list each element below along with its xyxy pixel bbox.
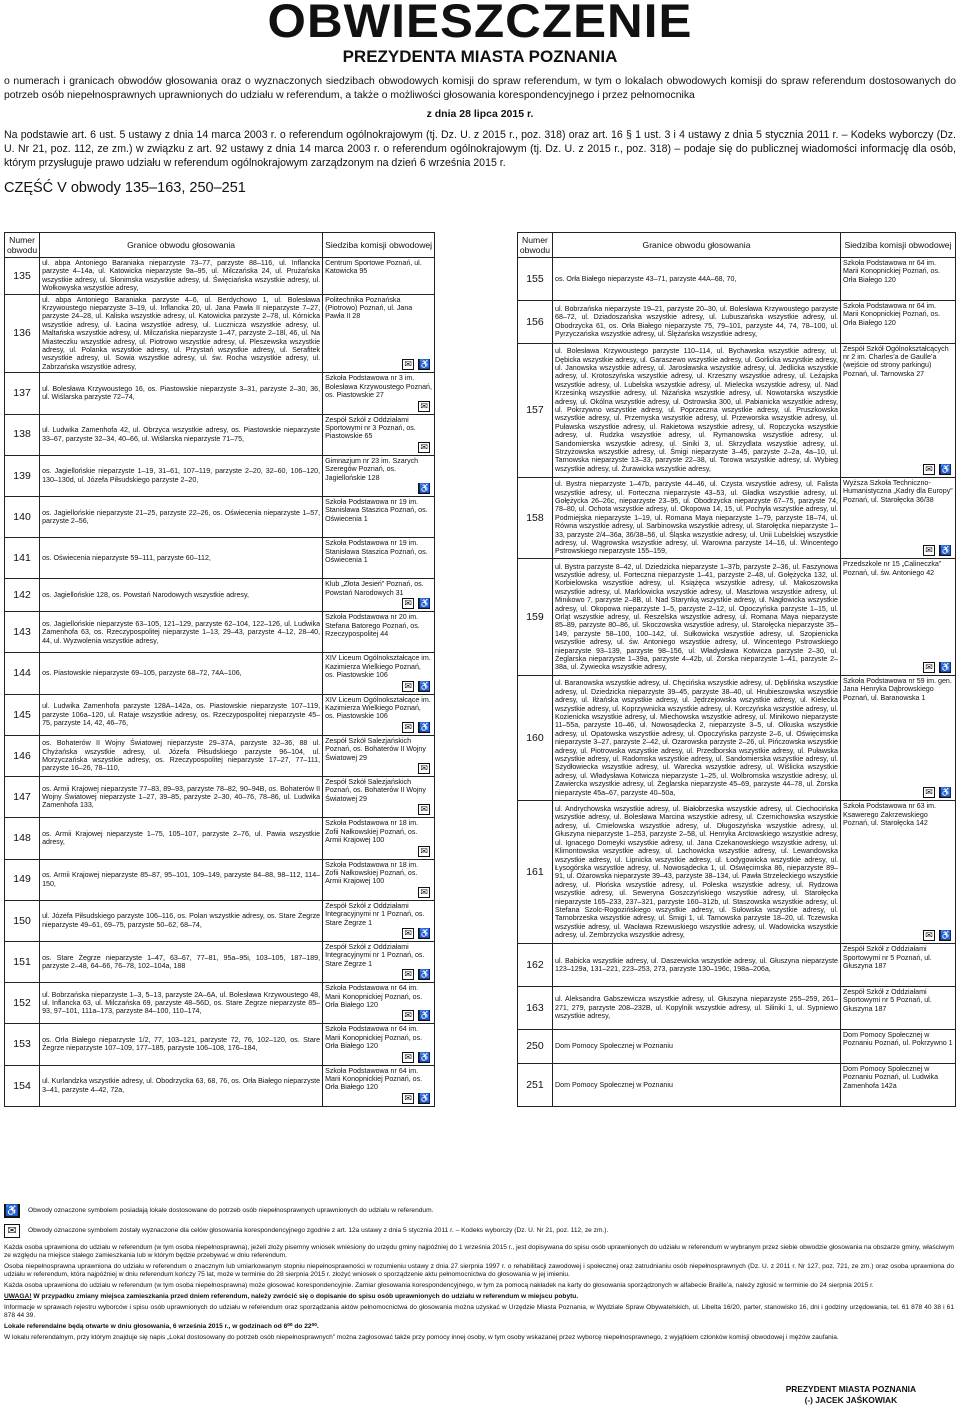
- commission-seat-text: Szkoła Podstawowa nr 18 im. Zofii Nałkowskiej Poznań, os. Armii Krajowej 100: [325, 819, 419, 845]
- commission-seat-text: Szkoła Podstawowa nr 20 im. Stefana Batorego Poznań, os. Rzeczypospolitej 44: [325, 613, 420, 638]
- wheelchair-icon: ♿: [419, 680, 431, 691]
- district-boundaries: os. Oświecenia nieparzyste 59–111, parzyste 60–112,: [40, 538, 323, 579]
- seat-icons: [402, 969, 430, 980]
- commission-seat: [323, 414, 435, 455]
- announcement-date: z dnia 28 lipca 2015 r.: [426, 108, 534, 120]
- legal-basis: Na podstawie art. 6 ust. 5 ustawy z dnia 14 marca 2003 r. o referendum ogólnokrajowym (tj. Dz. U. z 2015 r., poz. 318) oraz art. 16 § 1 ust. 3 i 4 ustawy z dnia 5 stycznia 2011 r. – Kodeks wyborczy (Dz. U. Nr 21, poz. 112, ze zm.) w związku z art. 92 ustawy z dnia 14 marca 2003 r. o referendum ogólnokrajowym (tj. Dz. U. z 2015 r., poz. 318) – podaje się do publicznej wiadomości informację dla osób, którym przysługuje prawo udziału w referendum ogólnokrajowym zarządzonym na dzień 6 września 2015 r.: [4, 129, 956, 169]
- table-row: [5, 735, 435, 776]
- table-row: [5, 983, 435, 1024]
- table-row: [517, 343, 955, 477]
- commission-seat: [323, 1024, 435, 1065]
- opening-hours: Lokale referendalne będą otwarte w dniu głosowania, 6 września 2015 r., w godzinach od 6⁰⁰ do 22⁰⁰.: [4, 1323, 319, 1330]
- district-number: 138: [5, 414, 40, 455]
- table-row: [517, 987, 955, 1030]
- envelope-icon: ✉: [418, 401, 430, 412]
- commission-seat: [841, 1063, 956, 1106]
- table-row: [5, 1024, 435, 1065]
- warning-text: W przypadku zmiany miejsca zamieszkania przed dniem referendum, należy zwrócić się o dopisanie do spisu osób uprawnionych do udziału w referendum w miejscu pobytu.: [33, 1293, 579, 1300]
- table-header-row: [517, 233, 955, 258]
- commission-seat-text: Szkoła Podstawowa nr 19 im. Stanisława Staszica Poznań, os. Oświecenia 1: [325, 497, 428, 523]
- commission-seat-text: Przedszkole nr 15 „Calineczka” Poznań, ul. św. Antoniego 42: [843, 560, 942, 577]
- table-row: [5, 538, 435, 579]
- commission-seat: [323, 1065, 435, 1106]
- table-row: [5, 294, 435, 373]
- commission-seat-text: Zespół Szkół z Oddziałami Sportowymi nr 5 Poznań, ul. Głuszyna 187: [843, 988, 932, 1013]
- envelope-icon: ✉: [418, 804, 430, 815]
- district-number: 154: [5, 1065, 40, 1106]
- district-number: 144: [5, 653, 40, 694]
- header-seat: Siedziba komisji obwodowej: [841, 233, 956, 258]
- seat-icons: [402, 1093, 430, 1104]
- table-row: [5, 414, 435, 455]
- district-number: 146: [5, 735, 40, 776]
- commission-seat: [323, 258, 435, 295]
- envelope-icon: ✉: [402, 722, 414, 733]
- district-number: 143: [5, 612, 40, 653]
- seat-icons: [923, 787, 951, 798]
- district-boundaries: os. Jagiellońskie nieparzyste 21–25, parzyste 22–26, os. Oświecenia nieparzyste 1–57, parzyste 2–56,: [40, 496, 323, 537]
- table-row: [5, 818, 435, 859]
- envelope-icon: ✉: [402, 969, 414, 980]
- commission-seat: [323, 735, 435, 776]
- table-row: [5, 579, 435, 612]
- district-number: 157: [517, 343, 552, 477]
- district-boundaries: ul. Bystra parzyste 8–42, ul. Dziedzicka nieparzyste 1–37b, parzyste 2–36, ul. Faszynowa wszystkie adresy, ul. Forteczna nieparzyste 1–41, parzyste 2–48, ul. Gołężycka 132, ul. Korbielowska wszystkie adresy, ul. Książęca wszystkie adresy, ul. Makoszowska wszystkie adresy, ul. Marklowicka wszystkie adresy, ul. Masztowa wszystkie adresy, ul. Minikowo 7, parzyste 2–8B, ul. Nad Starynką wszystkie adresy, ul. Nagłowicka wszystkie adresy, ul. Okopowa nieparzyste 1–5, parzyste 2–12, ul. Opoczyńska parzyste 1–15, ul. Orląt wszystkie adresy, ul. Reszelska wszystkie adresy, ul. Romana Maya nieparzyste 85–89, parzyste 80–86, ul. Skoczowska wszystkie adresy, ul. Starołęcka nieparzyste 35–149, parzyste 58–100, 100–142, ul. Sułkowicka wszystkie adresy, ul. Szopienicka wszystkie adresy, ul. św. Antoniego wszystkie adresy, ul. Wincentego Pstrowskiego nieparzyste 93–139, parzyste 98–156, ul. Władysława Kotwicza parzyste 2–30, ul. Żeglarska nieparzyste 1–39a, parzyste 4–42b, ul. Żorska nieparzyste 1–41, parzyste 2–38a, ul. Żywiecka wszystkie adresy,: [553, 559, 841, 676]
- district-number: 147: [5, 777, 40, 818]
- district-number: 159: [517, 559, 552, 676]
- commission-seat: [323, 373, 435, 414]
- commission-seat-text: Dom Pomocy Społecznej w Poznaniu Poznań, ul. Ludwika Zamenhofa 142a: [843, 1064, 939, 1090]
- district-boundaries: ul. Ludwika Zamenhofa parzyste 128A–142a, os. Piastowskie nieparzyste 107–119, parzyste 106a–120, ul. Rataje wszystkie adresy, os. Rzeczypospolitej nieparzyste 45–75, parzyste 14, 42, 46–76,: [40, 694, 323, 735]
- district-boundaries: ul. Kurlandzka wszystkie adresy, ul. Obodrzycka 63, 68, 76, os. Orła Białego nieparzyste 3–41, parzyste 4–42, 72a,: [40, 1065, 323, 1106]
- district-boundaries: ul. abpa Antoniego Baraniaka parzyste 4–6, ul. Berdychowo 1, ul. Bolesława Krzywoustego nieparzyste 3–19, ul. Inflancka 20, ul. Jana Pawła II nieparzyste 7–27, parzyste 24–28, ul. Kaliska wszystkie adresy, ul. Katowicka parzyste 2–78, ul. Kórnicka wszystkie adresy, ul. Łacina wszystkie adresy, ul. Lucznicza wszystkie adresy, ul. Maltańska wszystkie adresy, ul. Milczańska nieparzyste 1–47, parzyste 2–18l, 46, ul. Na Miasteczku wszystkie adresy, ul. Piotrowo wszystkie adresy, ul. Pleszewska wszystkie adresy, ul. Polanka wszystkie adresy, ul. Przystań wszystkie adresy, ul. Serafitek wszystkie adresy, ul. Sowia wszystkie adresy, ul. św. Rocha wszystkie adresy, ul. Zabrzańska wszystkie adresy,: [40, 294, 323, 373]
- commission-seat: [841, 944, 956, 987]
- table-row: [5, 859, 435, 900]
- table-row: [5, 694, 435, 735]
- district-boundaries: os. Orła Białego nieparzyste 43–71, parzyste 44A–68, 70,: [553, 258, 841, 301]
- commission-seat-text: Dom Pomocy Społecznej w Poznaniu Poznań, ul. Pokrzywno 1: [843, 1030, 953, 1048]
- intro-text: o numerach i granicach obwodów głosowania oraz o wyznaczonych siedzibach obwodowych komisji do spraw referendum, w tym o lokalach obwodowych komisji do spraw referendum dostosowanych do potrzeb osób niepełnosprawnych uprawnionych do udziału w referendum, a także o możliwości głosowania korespondencyjnego i przez pełnomocnika: [4, 76, 956, 101]
- wheelchair-icon: ♿: [940, 787, 952, 798]
- legend-mail: [4, 1224, 954, 1238]
- envelope-icon: ✉: [402, 681, 414, 692]
- district-number: 161: [517, 801, 552, 944]
- districts-table-left: [4, 232, 435, 1107]
- seat-icons: [418, 401, 430, 412]
- envelope-icon: ✉: [4, 1224, 20, 1238]
- district-boundaries: ul. abpa Antoniego Baraniaka nieparzyste 73–77, parzyste 88–116, ul. Inflancka parzyste 4–14a, ul. Katowicka nieparzyste 9a–95, ul. Milczańska 24, ul. Prużańska wszystkie adresy, ul. Słonimska wszystkie adresy, ul. Święciańska wszystkie adresy, ul. Wołkowyska wszystkie adresy,: [40, 258, 323, 295]
- district-boundaries: os. Orła Białego nieparzyste 1/2, 77, 103–121, parzyste 72, 76, 102–120, os. Stare Żegrze nieparzyste 107–109, 177–185, parzyste 106–108, 176–184,: [40, 1024, 323, 1065]
- district-number: 140: [5, 496, 40, 537]
- wheelchair-icon: ♿: [940, 463, 952, 474]
- footer-warning: [4, 1293, 954, 1301]
- page-subtitle: PREZYDENTA MIASTA POZNANIA: [342, 47, 618, 66]
- envelope-icon: ✉: [418, 887, 430, 898]
- commission-seat: [841, 676, 956, 801]
- commission-seat-text: Szkoła Podstawowa nr 64 im. Marii Konopnickiej Poznań, os. Orła Białego 120: [843, 259, 940, 284]
- commission-seat: [323, 496, 435, 537]
- envelope-icon: ✉: [923, 787, 935, 798]
- seat-icons: [402, 598, 430, 609]
- table-row: [5, 777, 435, 818]
- table-row: [517, 258, 955, 301]
- commission-seat: [841, 300, 956, 343]
- table-row: [5, 653, 435, 694]
- district-boundaries: os. Armii Krajowej nieparzyste 85–87, 95–101, 109–149, parzyste 84–88, 98–112, 114–150,: [40, 859, 323, 900]
- district-boundaries: ul. Andrychowska wszystkie adresy, ul. Białobrzeska wszystkie adresy, ul. Ciechocińska wszystkie adresy, ul. Bolesława Marcina wszystkie adresy, ul. Czernichowska wszystkie adresy, ul. Cmielowska wszystkie adresy, ul. Długoszyńska wszystkie adresy, ul. Głuszyna nieparzyste 1–253, parzyste 2–58, ul. Henryka Arctowskiego wszystkie adresy, ul. Ignacego Domeyki wszystkie adresy, ul. Jana Czekanowskiego wszystkie adresy, ul. Klimontowska wszystkie adresy, ul. Lachowicka wszystkie adresy, ul. Lewandowska wszystkie adresy, ul. Lipnicka wszystkie adresy, ul. Łodygowicka wszystkie adresy, ul. Łysogórska wszystkie adresy, ul. Nowosądecka 1, ul. Oświęcimska 86, nieparzyste 89–91, ul. Ożarowska nieparzyste 39–43, parzyste 38–134, ul. Pawła Strzeleckiego wszystkie adresy, ul. Płońska wszystkie adresy, ul. Poleska wszystkie adresy, ul. Rydzowa wszystkie adresy, ul. Seweryna Goszczyńskiego wszystkie adresy, ul. Starołęcka nieparzyste 165–233, 237–321, parzyste 160–312b, ul. Staszowska wszystkie adresy, ul. Stefana Szolc-Rogozińskiego wszystkie adresy, ul. Sułowska wszystkie adresy, ul. Tarnobrzeska wszystkie adresy, ul. Śmigi 1, ul. Tarnowska parzyste 18–20, ul. Tczewska wszystkie adresy, ul. Wacława Rzewuskiego wszystkie adresy, ul. Wadowicka wszystkie adresy, ul. Zembrzycka wszystkie adresy,: [553, 801, 841, 944]
- seat-icons: [923, 545, 951, 556]
- commission-seat-text: Wyższa Szkoła Techniczno-Humanistyczna „Kadry dla Europy” Poznań, ul. Starołęcka 36/38: [843, 478, 953, 504]
- seat-icons: [402, 722, 430, 733]
- district-boundaries: os. Armii Krajowej nieparzyste 1–75, 105–107, parzyste 2–76, ul. Pawia wszystkie adresy,: [40, 818, 323, 859]
- commission-seat-text: Szkoła Podstawowa nr 64 im. Marii Konopnickiej Poznań, os. Orła Białego 120: [325, 1025, 423, 1051]
- wheelchair-icon: ♿: [419, 598, 431, 609]
- commission-seat: [841, 258, 956, 301]
- district-number: 149: [5, 859, 40, 900]
- district-number: 135: [5, 258, 40, 295]
- table-row: [517, 944, 955, 987]
- page-title: OBWIESZCZENIE: [267, 0, 693, 47]
- envelope-icon: ✉: [923, 464, 935, 475]
- commission-seat-text: XIV Liceum Ogólnokształcące im. Kazimierza Wielkiego Poznań, os. Piastowskie 106: [325, 695, 431, 721]
- wheelchair-icon: ♿: [419, 1051, 431, 1062]
- commission-seat-text: Zespół Szkół Salezjańskich Poznań, os. Bohaterów II Wojny Światowej 29: [325, 736, 426, 762]
- warning-label: UWAGA!: [4, 1293, 32, 1300]
- header-seat: Siedziba komisji obwodowej: [323, 233, 435, 258]
- table-row: [5, 612, 435, 653]
- district-boundaries: ul. Bobrzańska nieparzyste 19–21, parzyste 20–30, ul. Bolesława Krzywoustego parzyste 68–72, ul. Dziadoszańska wszystkie adresy, ul. Lubuszańska wszystkie adresy, ul. Obodrzycka 61, os. Orła Białego nieparzyste 75, 79–101, parzyste 44, 74, 78–100, ul. Pyrzyczańska wszystkie adresy, ul. Ślężańska wszystkie adresy,: [553, 300, 841, 343]
- wheelchair-icon: ♿: [419, 721, 431, 732]
- commission-seat-text: Szkoła Podstawowa nr 3 im. Bolesława Krzywoustego Poznań, os. Piastowskie 27: [325, 374, 432, 400]
- districts-tables: [4, 232, 956, 1107]
- seat-icons: [402, 1010, 430, 1021]
- commission-seat: [323, 653, 435, 694]
- district-number: 156: [517, 300, 552, 343]
- envelope-icon: ✉: [402, 1052, 414, 1063]
- commission-seat-text: Gimnazjum nr 23 im. Szarych Szeregów Poznań, os. Jagiellońskie 128: [325, 456, 419, 482]
- envelope-icon: ✉: [402, 1093, 414, 1104]
- seat-icons: [402, 928, 430, 939]
- commission-seat: [323, 694, 435, 735]
- district-number: 158: [517, 477, 552, 559]
- seat-icons: [418, 804, 430, 815]
- commission-seat-text: Klub „Złota Jesień” Poznań, os. Powstań Narodowych 31: [325, 580, 424, 597]
- header-area: Granice obwodu głosowania: [553, 233, 841, 258]
- signer-name: (-) JACEK JAŚKOWIAK: [804, 1395, 898, 1405]
- commission-seat-text: Szkoła Podstawowa nr 64 im. Marii Konopnickiej Poznań, os. Orła Białego 120: [325, 1066, 423, 1092]
- district-number: 137: [5, 373, 40, 414]
- footer-paragraph: Każda osoba uprawniona do udziału w referendum (w tym osoba niepełnosprawna) może głosować korespondencyjnie. Zamiar głosowania korespondencyjnego, w tym za pomocą nakładek na karty do głosowania sporządzonych w alfabecie Braille’a, należy zgłosić w terminie do 24 sierpnia 2015 r.: [4, 1282, 874, 1289]
- wheelchair-icon: ♿: [5, 1205, 19, 1217]
- commission-seat-text: Zespół Szkół Salezjańskich Poznań, os. Bohaterów II Wojny Światowej 29: [325, 778, 426, 803]
- commission-seat: [323, 900, 435, 941]
- commission-seat: [323, 294, 435, 373]
- wheelchair-icon: ♿: [419, 1010, 431, 1021]
- commission-seat-text: Szkoła Podstawowa nr 59 im. gen. Jana Henryka Dąbrowskiego Poznań, ul. Baranowska 1: [843, 677, 952, 702]
- table-row: [517, 1029, 955, 1063]
- seat-icons: [418, 442, 430, 453]
- commission-seat-text: Zespół Szkół Ogólnokształcących nr 2 im. Charles’a de Gaulle’a (wejście od strony parkingu) Poznań, ul. Tarnowska 27: [843, 344, 949, 378]
- district-boundaries: os. Stare Żegrze nieparzyste 1–47, 63–67, 77–81, 95a–95i, 103–105, 187–189, parzyste 2–48, 64–66, 76–78, 102–104a, 188: [40, 941, 323, 982]
- table-row: [517, 477, 955, 559]
- seat-icons: [418, 846, 430, 857]
- commission-seat-text: Szkoła Podstawowa nr 63 im. Ksawerego Zakrzewskiego Poznań, ul. Starołęcka 142: [843, 802, 937, 828]
- district-boundaries: ul. Aleksandra Gabszewicza wszystkie adresy, ul. Głuszyna nieparzyste 255–259, 261–271, 279, parzyste 208–232B, ul. Kopylnik wszystkie adresy, ul. Siliniki 1, ul. Sypniewo wszystkie adresy,: [553, 987, 841, 1030]
- commission-seat: [323, 818, 435, 859]
- district-boundaries: os. Armii Krajowej nieparzyste 77–83, 89–93, parzyste 78–82, 90–94B, os. Bohaterów II Wojny Światowej nieparzyste 1–27, 39–85, parzyste 2–30, 40–76, 78–86, ul. Ludwika Zamenhofa 133,: [40, 777, 323, 818]
- district-boundaries: ul. Józefa Piłsudskiego parzyste 106–116, os. Polan wszystkie adresy, os. Stare Żegrze nieparzyste 49–61, 69–75, parzyste 50–62, 68–74,: [40, 900, 323, 941]
- header-area: Granice obwodu głosowania: [40, 233, 323, 258]
- table-row: [5, 455, 435, 496]
- wheelchair-icon: ♿: [419, 969, 431, 980]
- district-number: 151: [5, 941, 40, 982]
- district-boundaries: ul. Bolesława Krzywoustego 16, os. Piastowskie nieparzyste 3–31, parzyste 2–30, 36, ul. Wiślarska parzyste 72–74,: [40, 373, 323, 414]
- commission-seat: [323, 612, 435, 653]
- commission-seat: [841, 987, 956, 1030]
- district-boundaries: os. Bohaterów II Wojny Światowej nieparzyste 29–37A, parzyste 32–36, 88 ul. Chyżańska wszystkie adresy, ul. Józefa Piłsudskiego parzyste 96–104, ul. Morzyczańska wszystkie adresy, os. Rzeczypospolitej nieparzyste 17–27, 77–111, parzyste 16–26, 78–110,: [40, 735, 323, 776]
- legend-accessible-text: Obwody oznaczone symbolem posiadają lokale dostosowane do potrzeb osób niepełnosprawnych uprawnionych do udziału w referendum.: [28, 1207, 434, 1214]
- commission-seat: [323, 983, 435, 1024]
- commission-seat-text: Politechnika Poznańska (Piotrowo) Poznań, ul. Jana Pawła II 28: [325, 295, 413, 321]
- table-row: [517, 676, 955, 801]
- header: [0, 0, 960, 66]
- commission-seat: [323, 777, 435, 818]
- commission-seat-text: Szkoła Podstawowa nr 64 im. Marii Konopnickiej Poznań, os. Orła Białego 120: [325, 984, 423, 1009]
- footer: [4, 1204, 954, 1342]
- signer-title: PREZYDENT MIASTA POZNANIA: [785, 1384, 916, 1394]
- district-boundaries: os. Jagiellońskie nieparzyste 63–105, 121–129, parzyste 62–104, 122–126, ul. Ludwika Zamenhofa 63, os. Rzeczypospolitej nieparzyste 1–13, 29–43, parzyste 4–12, 28–40, 44, ul. Wyzwolenia wszystkie adresy,: [40, 612, 323, 653]
- district-number: 153: [5, 1024, 40, 1065]
- envelope-icon: ✉: [923, 545, 935, 556]
- district-boundaries: ul. Baranowska wszystkie adresy, ul. Chęcińska wszystkie adresy, ul. Dęblińska wszystkie adresy, ul. Dziedzicka nieparzyste 39–45, parzyste 38–40, ul. Hrubieszowska wszystkie adresy, ul. Iłżańska wszystkie adresy, ul. Jędrzejowska wszystkie adresy, ul. Kielecka wszystkie adresy, ul. Koprzywnicka wszystkie adresy, ul. Korczyńska wszystkie adresy, ul. Kozienicka wszystkie adresy, ul. Miechowska wszystkie adresy, ul. Minikowo nieparzyste 11–55a, parzyste 10–46, ul. Nowosądecka 2, nieparzyste 3–5, ul. Olkuska wszystkie adresy, ul. Opatowska wszystkie adresy, ul. Opoczyńska parzyste 2–6, ul. Oświęcimska nieparzyste 3–27, parzyste 2–42, ul. Ozarowska parzyste 2–26, ul. Pińczowska wszystkie adresy, ul. Piotrowska wszystkie adresy, ul. Przedborska wszystkie adresy, ul. Puławska wszystkie adresy, ul. Radomska wszystkie adresy, ul. Sandomierska wszystkie adresy, ul. Szydłowiecka wszystkie adresy, ul. Warecka wszystkie adresy, ul. Wiślicka wszystkie adresy, ul. Władysława Kotwicza nieparzyste 1–25, ul. Wolbromska wszystkie adresy, ul. Zawiercka wszystkie adresy, ul. Żeglarska nieparzyste 45–69, parzyste 44–78, ul. Żorska nieparzyste 45a–67, parzyste 40–50a,: [553, 676, 841, 801]
- envelope-icon: ✉: [402, 598, 414, 609]
- footer-paragraph: Każda osoba uprawniona do udziału w referendum (w tym osoba niepełnosprawna), jeżeli złoży pisemny wniosek wniesiony do urzędu gminy najpóźniej do 1 września 2015 r., jest dopisywana do spisu osób uprawnionych do udziału w referendum w wybranym przez siebie obwodzie głosowania na obszarze gminy, właściwym ze względu na miejsce stałego zamieszkania lub w którym będzie przebywać w dniu referendum.: [4, 1244, 954, 1259]
- envelope-icon: ✉: [402, 359, 414, 370]
- commission-seat: [323, 579, 435, 612]
- table-row: [5, 900, 435, 941]
- envelope-icon: ✉: [402, 928, 414, 939]
- seat-icons: [923, 464, 951, 475]
- district-number: 162: [517, 944, 552, 987]
- commission-seat: [841, 801, 956, 944]
- seat-icons: [923, 662, 951, 673]
- seat-icons: [418, 483, 430, 494]
- districts-table-right: [517, 232, 956, 1107]
- commission-seat-text: Szkoła Podstawowa nr 18 im. Zofii Nałkowskiej Poznań, os. Armii Krajowej 100: [325, 860, 419, 886]
- table-row: [517, 801, 955, 944]
- district-number: 141: [5, 538, 40, 579]
- district-boundaries: ul. Bobrzańska nieparzyste 1–3, 5–13, parzyste 2A–6A, ul. Bolesława Krzywoustego 48, ul. Inflancka 63, ul. Milczańska 69, parzyste 48–56D, os. Stare Żegrze nieparzyste 85–93, 97–101, 111a–173, parzyste 84–100, 110–174,: [40, 983, 323, 1024]
- wheelchair-icon: ♿: [419, 1092, 431, 1103]
- district-boundaries: os. Jagiellońskie nieparzyste 1–19, 31–61, 107–119, parzyste 2–20, 32–60, 106–120, 130–130d, ul. Józefa Piłsudskiego parzyste 2–20,: [40, 455, 323, 496]
- envelope-icon: ✉: [418, 846, 430, 857]
- envelope-icon: ✉: [923, 930, 935, 941]
- envelope-icon: ✉: [418, 442, 430, 453]
- header-number: Numer obwodu: [517, 233, 552, 258]
- section-heading: CZĘŚĆ V obwody 135–163, 250–251: [4, 180, 246, 196]
- district-number: 163: [517, 987, 552, 1030]
- commission-seat: [841, 477, 956, 559]
- wheelchair-icon: ♿: [940, 662, 952, 673]
- seat-icons: [923, 930, 951, 941]
- district-number: 152: [5, 983, 40, 1024]
- header-number: Numer obwodu: [5, 233, 40, 258]
- commission-seat: [323, 859, 435, 900]
- commission-seat-text: XIV Liceum Ogólnokształcące im. Kazimierza Wielkiego Poznań, os. Piastowskie 106: [325, 654, 431, 680]
- district-number: 148: [5, 818, 40, 859]
- district-number: 160: [517, 676, 552, 801]
- district-number: 136: [5, 294, 40, 373]
- commission-seat-text: Zespół Szkół z Oddziałami Sportowymi nr 5 Poznań, ul. Głuszyna 187: [843, 945, 932, 971]
- district-boundaries: os. Jagiellońskie 128, os. Powstań Narodowych wszystkie adresy,: [40, 579, 323, 612]
- commission-seat: [841, 1029, 956, 1063]
- table-row: [5, 1065, 435, 1106]
- table-row: [5, 941, 435, 982]
- district-number: 250: [517, 1029, 552, 1063]
- legend-accessible: [4, 1204, 954, 1218]
- footer-paragraph: Informacje w sprawach rejestru wyborców i spisu osób uprawnionych do udziału w referendum oraz sporządzania aktów pełnomocnictwa do głosowania można uzyskać w Urzędzie Miasta Poznania, w Wydziale Spraw Obywatelskich, ul. Libelta 16/20, parter, stanowisko 16, dni i godziny urzędowania, tel. 61 878 40 38 i 61 878 44 39.: [4, 1304, 954, 1319]
- commission-seat: [841, 559, 956, 676]
- table-row: [517, 559, 955, 676]
- commission-seat: [323, 455, 435, 496]
- district-boundaries: ul. Bolesława Krzywoustego parzyste 110–114, ul. Bychawska wszystkie adresy, ul. Dębicka wszystkie adresy, ul. Garaszewo wszystkie adresy, ul. Gorlicka wszystkie adresy, ul. Janowska wszystkie adresy, ul. Jarosławska wszystkie adresy, ul. Jedlicka wszystkie adresy, ul. Krotoszyńska wszystkie adresy, ul. Krzeszny wszystkie adresy, ul. Leżajska wszystkie adresy, ul. Lubelska wszystkie adresy, ul. Mielecka wszystkie adresy, ul. Nad Krzesinką wszystkie adresy, ul. Niżańska wszystkie adresy, ul. Nowotarska wszystkie adresy, ul. Okólna wszystkie adresy, ul. Ostrowska 300, ul. Pabianicka wszystkie adresy, ul. Pokrzywno wszystkie adresy, ul. Poprzeczna wszystkie adresy, ul. Pruszkowska wszystkie adresy, ul. Przemyska wszystkie adresy, ul. Przeworska wszystkie adresy, ul. Puławska wszystkie adresy, ul. Rakietowa wszystkie adresy, ul. Ropczycka wszystkie adresy, ul. Rudzka wszystkie adresy, ul. Rymanowska wszystkie adresy, ul. Sandomierska wszystkie adresy, ul. Siniki 3, ul. Skrzydlata wszystkie adresy, ul. Strzyżowska wszystkie adresy, ul. Śmigi nieparzyste 3–45, parzyste 2–2a, 4a–10, ul. Tarnowska nieparzyste 13–33, parzyste 22–38, ul. Torowa wszystkie adresy, ul. Wybieg wszystkie adresy, ul. Żurawicka wszystkie adresy,: [553, 343, 841, 477]
- wheelchair-icon: ♿: [940, 545, 952, 556]
- district-boundaries: ul. Bystra nieparzyste 1–47b, parzyste 44–46, ul. Czysta wszystkie adresy, ul. Falista wszystkie adresy, ul. Forteczna nieparzyste 43–53, ul. Gładka wszystkie adresy, ul. Gołężycka 26–26c, nieparzyste 23–95, ul. Obodrzycka nieparzyste 67–75, parzyste 74, 78–80, ul. Ochota wszystkie adresy, ul. Okopowa 14, 15, ul. Pochyła wszystkie adresy, ul. Podmiejska nieparzyste 1–19, ul. Romana Maya nieparzyste 1–79, parzyste 18–74, ul. Równa wszystkie adresy, ul. Sarbinowska wszystkie adresy, ul. Starołęcka nieparzyste 1–33, parzyste 2/4–36a, 36/38–56, ul. Śląska wszystkie adresy, ul. Unii Lubelskiej wszystkie adresy, ul. Wągrowska wszystkie adresy, ul. Warowna parzyste 14–16, ul. Wincentego Pstrowskiego nieparzyste 155–159,: [553, 477, 841, 559]
- district-boundaries: Dom Pomocy Społecznej w Poznaniu: [553, 1029, 841, 1063]
- district-number: 139: [5, 455, 40, 496]
- wheelchair-icon: ♿: [419, 359, 431, 370]
- signature-block: [786, 1384, 916, 1406]
- district-boundaries: ul. Ludwika Zamenhofa 42, ul. Obrzyca wszystkie adresy, os. Piastowskie nieparzyste 33–67, parzyste 32–34, 40–66, ul. Wiślarska nieparzyste 71–75,: [40, 414, 323, 455]
- district-boundaries: ul. Babicka wszystkie adresy, ul. Daszewicka wszystkie adresy, ul. Głuszyna nieparzyste 123–129a, 131–221, 223–253, 273, parzyste 130–196c, 198a–206a,: [553, 944, 841, 987]
- footer-paragraph: W lokalu referendalnym, przy którym znajduje się napis „Lokal dostosowany do potrzeb osób niepełnosprawnych” można zagłosować także przy pomocy innej osoby, w tym osoby wskazanej przez wyborcę niepełnosprawnego, z wyjątkiem członków komisji obwodowej i mężów zaufania.: [4, 1334, 839, 1341]
- commission-seat-text: Centrum Sportowe Poznań, ul. Katowicka 95: [325, 259, 422, 276]
- seat-icons: [402, 1052, 430, 1063]
- district-number: 155: [517, 258, 552, 301]
- district-boundaries: os. Piastowskie nieparzyste 69–105, parzyste 68–72, 74A–106,: [40, 653, 323, 694]
- district-boundaries: Dom Pomocy Społecznej w Poznaniu: [553, 1063, 841, 1106]
- envelope-icon: ✉: [402, 1010, 414, 1021]
- seat-icons: [418, 887, 430, 898]
- wheelchair-icon: ♿: [940, 930, 952, 941]
- table-row: [517, 300, 955, 343]
- seat-icons: [418, 763, 430, 774]
- table-row: [5, 373, 435, 414]
- footer-paragraph: Osoba niepełnosprawna uprawniona do udziału w referendum o znacznym lub umiarkowanym stopniu niepełnosprawności w rozumieniu ustawy z dnia 27 sierpnia 1997 r. o rehabilitacji zawodowej i społecznej oraz zatrudnianiu osób niepełnosprawnych (Dz. U. z 2011 r. Nr 127, poz. 721, ze zm.) oraz osoba uprawniona do udziału w referendum, która najpóźniej w dniu referendum kończy 75 lat, może w terminie do 28 sierpnia 2015 r. złożyć wniosek o sporządzenie aktu pełnomocnictwa do głosowania w jej imieniu.: [4, 1263, 954, 1278]
- table-row: [5, 496, 435, 537]
- wheelchair-icon: ♿: [419, 927, 431, 938]
- envelope-icon: ✉: [418, 763, 430, 774]
- commission-seat-text: Szkoła Podstawowa nr 19 im. Stanisława Staszica Poznań, os. Oświecenia 1: [325, 539, 428, 564]
- commission-seat: [841, 343, 956, 477]
- district-number: 150: [5, 900, 40, 941]
- commission-seat-text: Zespół Szkół z Oddziałami Integracyjnymi nr 1 Poznań, os. Stare Żegrze 1: [325, 901, 425, 927]
- seat-icons: [402, 359, 430, 370]
- commission-seat-text: Szkoła Podstawowa nr 64 im. Marii Konopnickiej Poznań, os. Orła Białego 120: [843, 301, 940, 327]
- legend-mail-text: Obwody oznaczone symbolem zostały wyznaczone dla celów głosowania korespondencyjnego zgodnie z art. 12a ustawy z dnia 5 stycznia 2011 r. – Kodeks wyborczy (Dz. U. Nr 21, poz. 112, ze zm.).: [28, 1227, 609, 1234]
- commission-seat: [323, 941, 435, 982]
- commission-seat: [323, 538, 435, 579]
- district-number: 251: [517, 1063, 552, 1106]
- commission-seat-text: Zespół Szkół z Oddziałami Integracyjnymi nr 1 Poznań, os. Stare Żegrze 1: [325, 942, 425, 968]
- envelope-icon: ✉: [923, 662, 935, 673]
- table-row: [517, 1063, 955, 1106]
- seat-icons: [402, 681, 430, 692]
- district-number: 142: [5, 579, 40, 612]
- commission-seat-text: Zespół Szkół z Oddziałami Sportowymi nr 3 Poznań, os. Piastowskie 65: [325, 415, 416, 441]
- table-row: [5, 258, 435, 295]
- wheelchair-icon: ♿: [419, 482, 431, 493]
- table-header-row: [5, 233, 435, 258]
- district-number: 145: [5, 694, 40, 735]
